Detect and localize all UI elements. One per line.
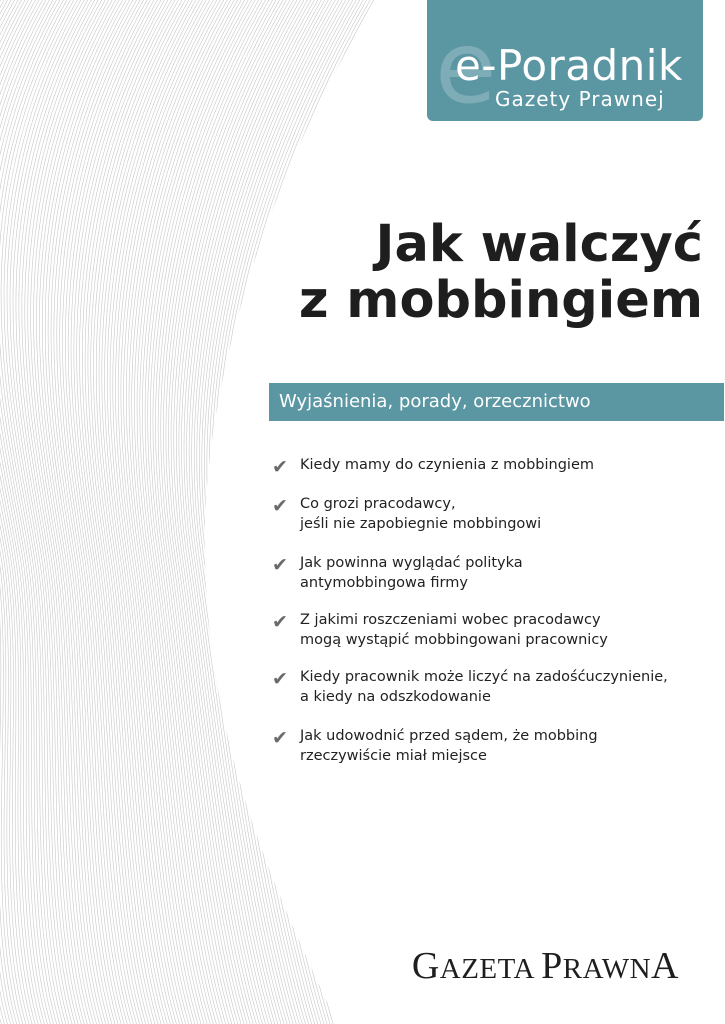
decorative-line	[54, 0, 143, 1024]
decorative-line	[60, 0, 150, 1024]
checkmark-icon: ✔	[272, 495, 288, 517]
checkmark-icon: ✔	[272, 727, 288, 749]
publisher-final-letter: A	[651, 945, 679, 987]
publisher-word-1: AZETA	[439, 953, 542, 985]
page-title	[299, 217, 703, 329]
publisher-initial-1: G	[411, 945, 440, 987]
publisher-logo	[412, 944, 679, 991]
checkmark-icon: ✔	[272, 456, 288, 478]
logo-subtitle: Gazety Prawnej	[495, 87, 665, 111]
decorative-line	[0, 0, 52, 1024]
decorative-line	[34, 0, 119, 1024]
page-title-line-1: Jak walczyć	[375, 215, 703, 274]
decorative-line	[0, 0, 17, 1024]
checkmark-icon: ✔	[272, 668, 288, 690]
list-item-text: Kiedy mamy do czynienia z mobbingiem	[300, 457, 595, 473]
list-item-text: Kiedy pracownik może liczyć na zadośćuczynienie, a kiedy na odszkodowanie	[300, 669, 668, 705]
publisher-initial-2: P	[541, 945, 563, 987]
list-item-text: Jak udowodnić przed sądem, że mobbing rzeczywiście miał miejsce	[300, 728, 598, 764]
subtitle-band	[269, 383, 724, 421]
subtitle-text: Wyjaśnienia, porady, orzecznictwo	[279, 391, 591, 412]
checkmark-icon: ✔	[272, 611, 288, 633]
page-title-line-2: z mobbingiem	[298, 271, 703, 330]
checkmark-icon: ✔	[272, 554, 288, 576]
list-item-text: Co grozi pracodawcy, jeśli nie zapobiegnie mobbingowi	[300, 496, 542, 532]
list-item-text: Jak powinna wyglądać polityka antymobbingowa firmy	[300, 555, 523, 591]
decorative-line	[42, 0, 129, 1024]
publisher-word-2: RAWN	[562, 953, 652, 985]
eporadnik-logo	[427, 0, 703, 126]
logo-title: e-Poradnik	[455, 41, 683, 90]
logo-watermark-letter: e	[435, 9, 497, 126]
decorative-line	[0, 0, 35, 1024]
list-item-text: Z jakimi roszczeniami wobec pracodawcy mogą wystąpić mobbingowani pracownicy	[300, 612, 608, 648]
decorative-line	[0, 0, 42, 1024]
